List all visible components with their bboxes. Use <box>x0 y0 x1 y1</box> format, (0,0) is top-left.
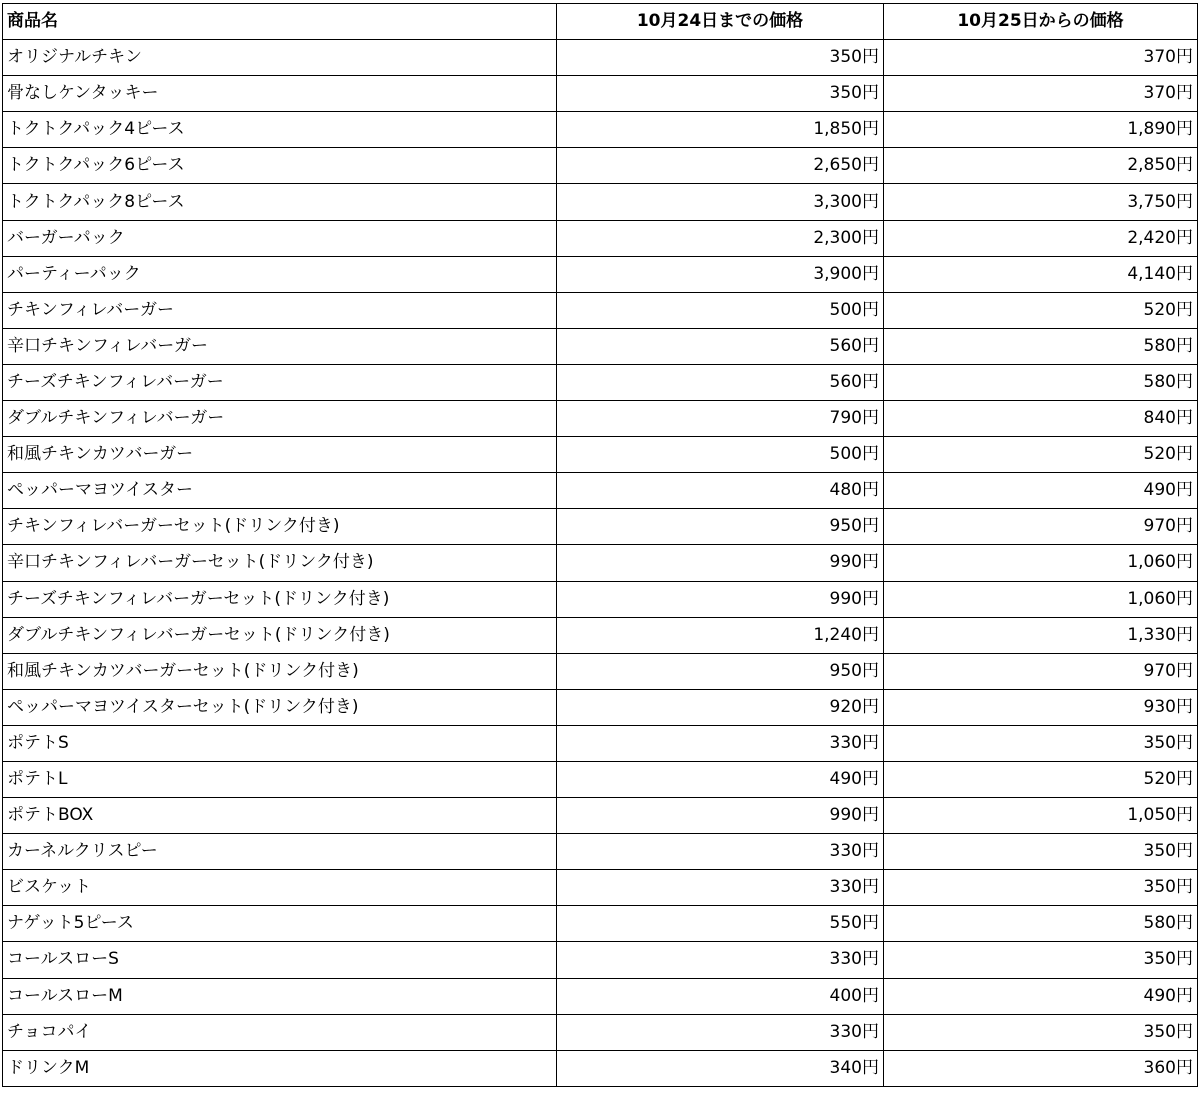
price-after-cell: 490円 <box>884 473 1198 509</box>
price-before-cell: 990円 <box>557 581 884 617</box>
price-comparison-document <box>2 3 1198 1087</box>
product-name-cell: ビスケット <box>3 870 557 906</box>
table-row <box>3 581 1198 617</box>
price-before-cell: 500円 <box>557 437 884 473</box>
table-row <box>3 978 1198 1014</box>
table-row <box>3 148 1198 184</box>
price-before-cell: 990円 <box>557 798 884 834</box>
table-row <box>3 653 1198 689</box>
table-row <box>3 112 1198 148</box>
product-name-cell: トクトクパック8ピース <box>3 184 557 220</box>
price-after-cell: 350円 <box>884 870 1198 906</box>
table-row <box>3 725 1198 761</box>
table-row <box>3 617 1198 653</box>
price-before-cell: 340円 <box>557 1050 884 1086</box>
price-before-cell: 550円 <box>557 906 884 942</box>
price-after-cell: 580円 <box>884 364 1198 400</box>
table-body <box>3 40 1198 1087</box>
product-name-cell: ポテトBOX <box>3 798 557 834</box>
product-name-cell: パーティーパック <box>3 256 557 292</box>
price-after-cell: 1,330円 <box>884 617 1198 653</box>
price-after-cell: 1,060円 <box>884 581 1198 617</box>
price-before-cell: 3,300円 <box>557 184 884 220</box>
table-row <box>3 473 1198 509</box>
table-row <box>3 220 1198 256</box>
price-table <box>2 3 1198 1087</box>
product-name-cell: チキンフィレバーガー <box>3 292 557 328</box>
table-row <box>3 401 1198 437</box>
product-name-cell: 辛口チキンフィレバーガーセット(ドリンク付き) <box>3 545 557 581</box>
price-after-cell: 350円 <box>884 1014 1198 1050</box>
price-after-cell: 840円 <box>884 401 1198 437</box>
product-name-cell: チョコパイ <box>3 1014 557 1050</box>
header-row <box>3 4 1198 40</box>
price-after-cell: 370円 <box>884 76 1198 112</box>
price-before-cell: 500円 <box>557 292 884 328</box>
price-after-cell: 360円 <box>884 1050 1198 1086</box>
product-name-cell: 和風チキンカツバーガー <box>3 437 557 473</box>
product-name-cell: ダブルチキンフィレバーガーセット(ドリンク付き) <box>3 617 557 653</box>
price-after-cell: 4,140円 <box>884 256 1198 292</box>
table-row <box>3 906 1198 942</box>
price-before-cell: 490円 <box>557 761 884 797</box>
table-row <box>3 292 1198 328</box>
price-before-cell: 560円 <box>557 364 884 400</box>
header-product-name: 商品名 <box>3 4 557 40</box>
price-after-cell: 520円 <box>884 292 1198 328</box>
table-row <box>3 942 1198 978</box>
header-price-before: 10月24日までの価格 <box>557 4 884 40</box>
table-row <box>3 870 1198 906</box>
price-before-cell: 350円 <box>557 40 884 76</box>
product-name-cell: ポテトS <box>3 725 557 761</box>
price-before-cell: 2,300円 <box>557 220 884 256</box>
product-name-cell: ペッパーマヨツイスターセット(ドリンク付き) <box>3 689 557 725</box>
table-row <box>3 364 1198 400</box>
price-after-cell: 580円 <box>884 328 1198 364</box>
product-name-cell: 骨なしケンタッキー <box>3 76 557 112</box>
table-header <box>3 4 1198 40</box>
product-name-cell: ダブルチキンフィレバーガー <box>3 401 557 437</box>
table-row <box>3 328 1198 364</box>
product-name-cell: トクトクパック6ピース <box>3 148 557 184</box>
product-name-cell: コールスローM <box>3 978 557 1014</box>
product-name-cell: 辛口チキンフィレバーガー <box>3 328 557 364</box>
product-name-cell: 和風チキンカツバーガーセット(ドリンク付き) <box>3 653 557 689</box>
price-after-cell: 490円 <box>884 978 1198 1014</box>
product-name-cell: コールスローS <box>3 942 557 978</box>
price-before-cell: 330円 <box>557 1014 884 1050</box>
product-name-cell: オリジナルチキン <box>3 40 557 76</box>
table-row <box>3 437 1198 473</box>
price-before-cell: 950円 <box>557 509 884 545</box>
table-row <box>3 834 1198 870</box>
product-name-cell: チーズチキンフィレバーガーセット(ドリンク付き) <box>3 581 557 617</box>
price-after-cell: 350円 <box>884 834 1198 870</box>
price-after-cell: 350円 <box>884 942 1198 978</box>
price-after-cell: 2,850円 <box>884 148 1198 184</box>
price-after-cell: 580円 <box>884 906 1198 942</box>
price-before-cell: 920円 <box>557 689 884 725</box>
product-name-cell: ポテトL <box>3 761 557 797</box>
price-after-cell: 1,060円 <box>884 545 1198 581</box>
price-before-cell: 790円 <box>557 401 884 437</box>
product-name-cell: カーネルクリスピー <box>3 834 557 870</box>
table-row <box>3 40 1198 76</box>
product-name-cell: チーズチキンフィレバーガー <box>3 364 557 400</box>
table-row <box>3 689 1198 725</box>
price-before-cell: 330円 <box>557 870 884 906</box>
price-before-cell: 330円 <box>557 834 884 870</box>
price-before-cell: 330円 <box>557 725 884 761</box>
price-before-cell: 990円 <box>557 545 884 581</box>
price-after-cell: 2,420円 <box>884 220 1198 256</box>
table-row <box>3 509 1198 545</box>
table-row <box>3 798 1198 834</box>
price-before-cell: 350円 <box>557 76 884 112</box>
price-before-cell: 950円 <box>557 653 884 689</box>
product-name-cell: トクトクパック4ピース <box>3 112 557 148</box>
product-name-cell: ドリンクM <box>3 1050 557 1086</box>
price-after-cell: 970円 <box>884 509 1198 545</box>
table-row <box>3 1014 1198 1050</box>
price-after-cell: 3,750円 <box>884 184 1198 220</box>
price-after-cell: 350円 <box>884 725 1198 761</box>
table-row <box>3 761 1198 797</box>
product-name-cell: ペッパーマヨツイスター <box>3 473 557 509</box>
price-before-cell: 3,900円 <box>557 256 884 292</box>
price-before-cell: 480円 <box>557 473 884 509</box>
header-price-after: 10月25日からの価格 <box>884 4 1198 40</box>
price-before-cell: 2,650円 <box>557 148 884 184</box>
table-row <box>3 184 1198 220</box>
price-after-cell: 520円 <box>884 761 1198 797</box>
table-row <box>3 545 1198 581</box>
product-name-cell: チキンフィレバーガーセット(ドリンク付き) <box>3 509 557 545</box>
price-after-cell: 970円 <box>884 653 1198 689</box>
price-after-cell: 930円 <box>884 689 1198 725</box>
table-row <box>3 76 1198 112</box>
price-before-cell: 560円 <box>557 328 884 364</box>
price-after-cell: 520円 <box>884 437 1198 473</box>
table-row <box>3 1050 1198 1086</box>
product-name-cell: バーガーパック <box>3 220 557 256</box>
price-before-cell: 1,240円 <box>557 617 884 653</box>
product-name-cell: ナゲット5ピース <box>3 906 557 942</box>
price-after-cell: 1,890円 <box>884 112 1198 148</box>
price-before-cell: 1,850円 <box>557 112 884 148</box>
price-after-cell: 1,050円 <box>884 798 1198 834</box>
price-before-cell: 330円 <box>557 942 884 978</box>
price-after-cell: 370円 <box>884 40 1198 76</box>
table-row <box>3 256 1198 292</box>
price-before-cell: 400円 <box>557 978 884 1014</box>
